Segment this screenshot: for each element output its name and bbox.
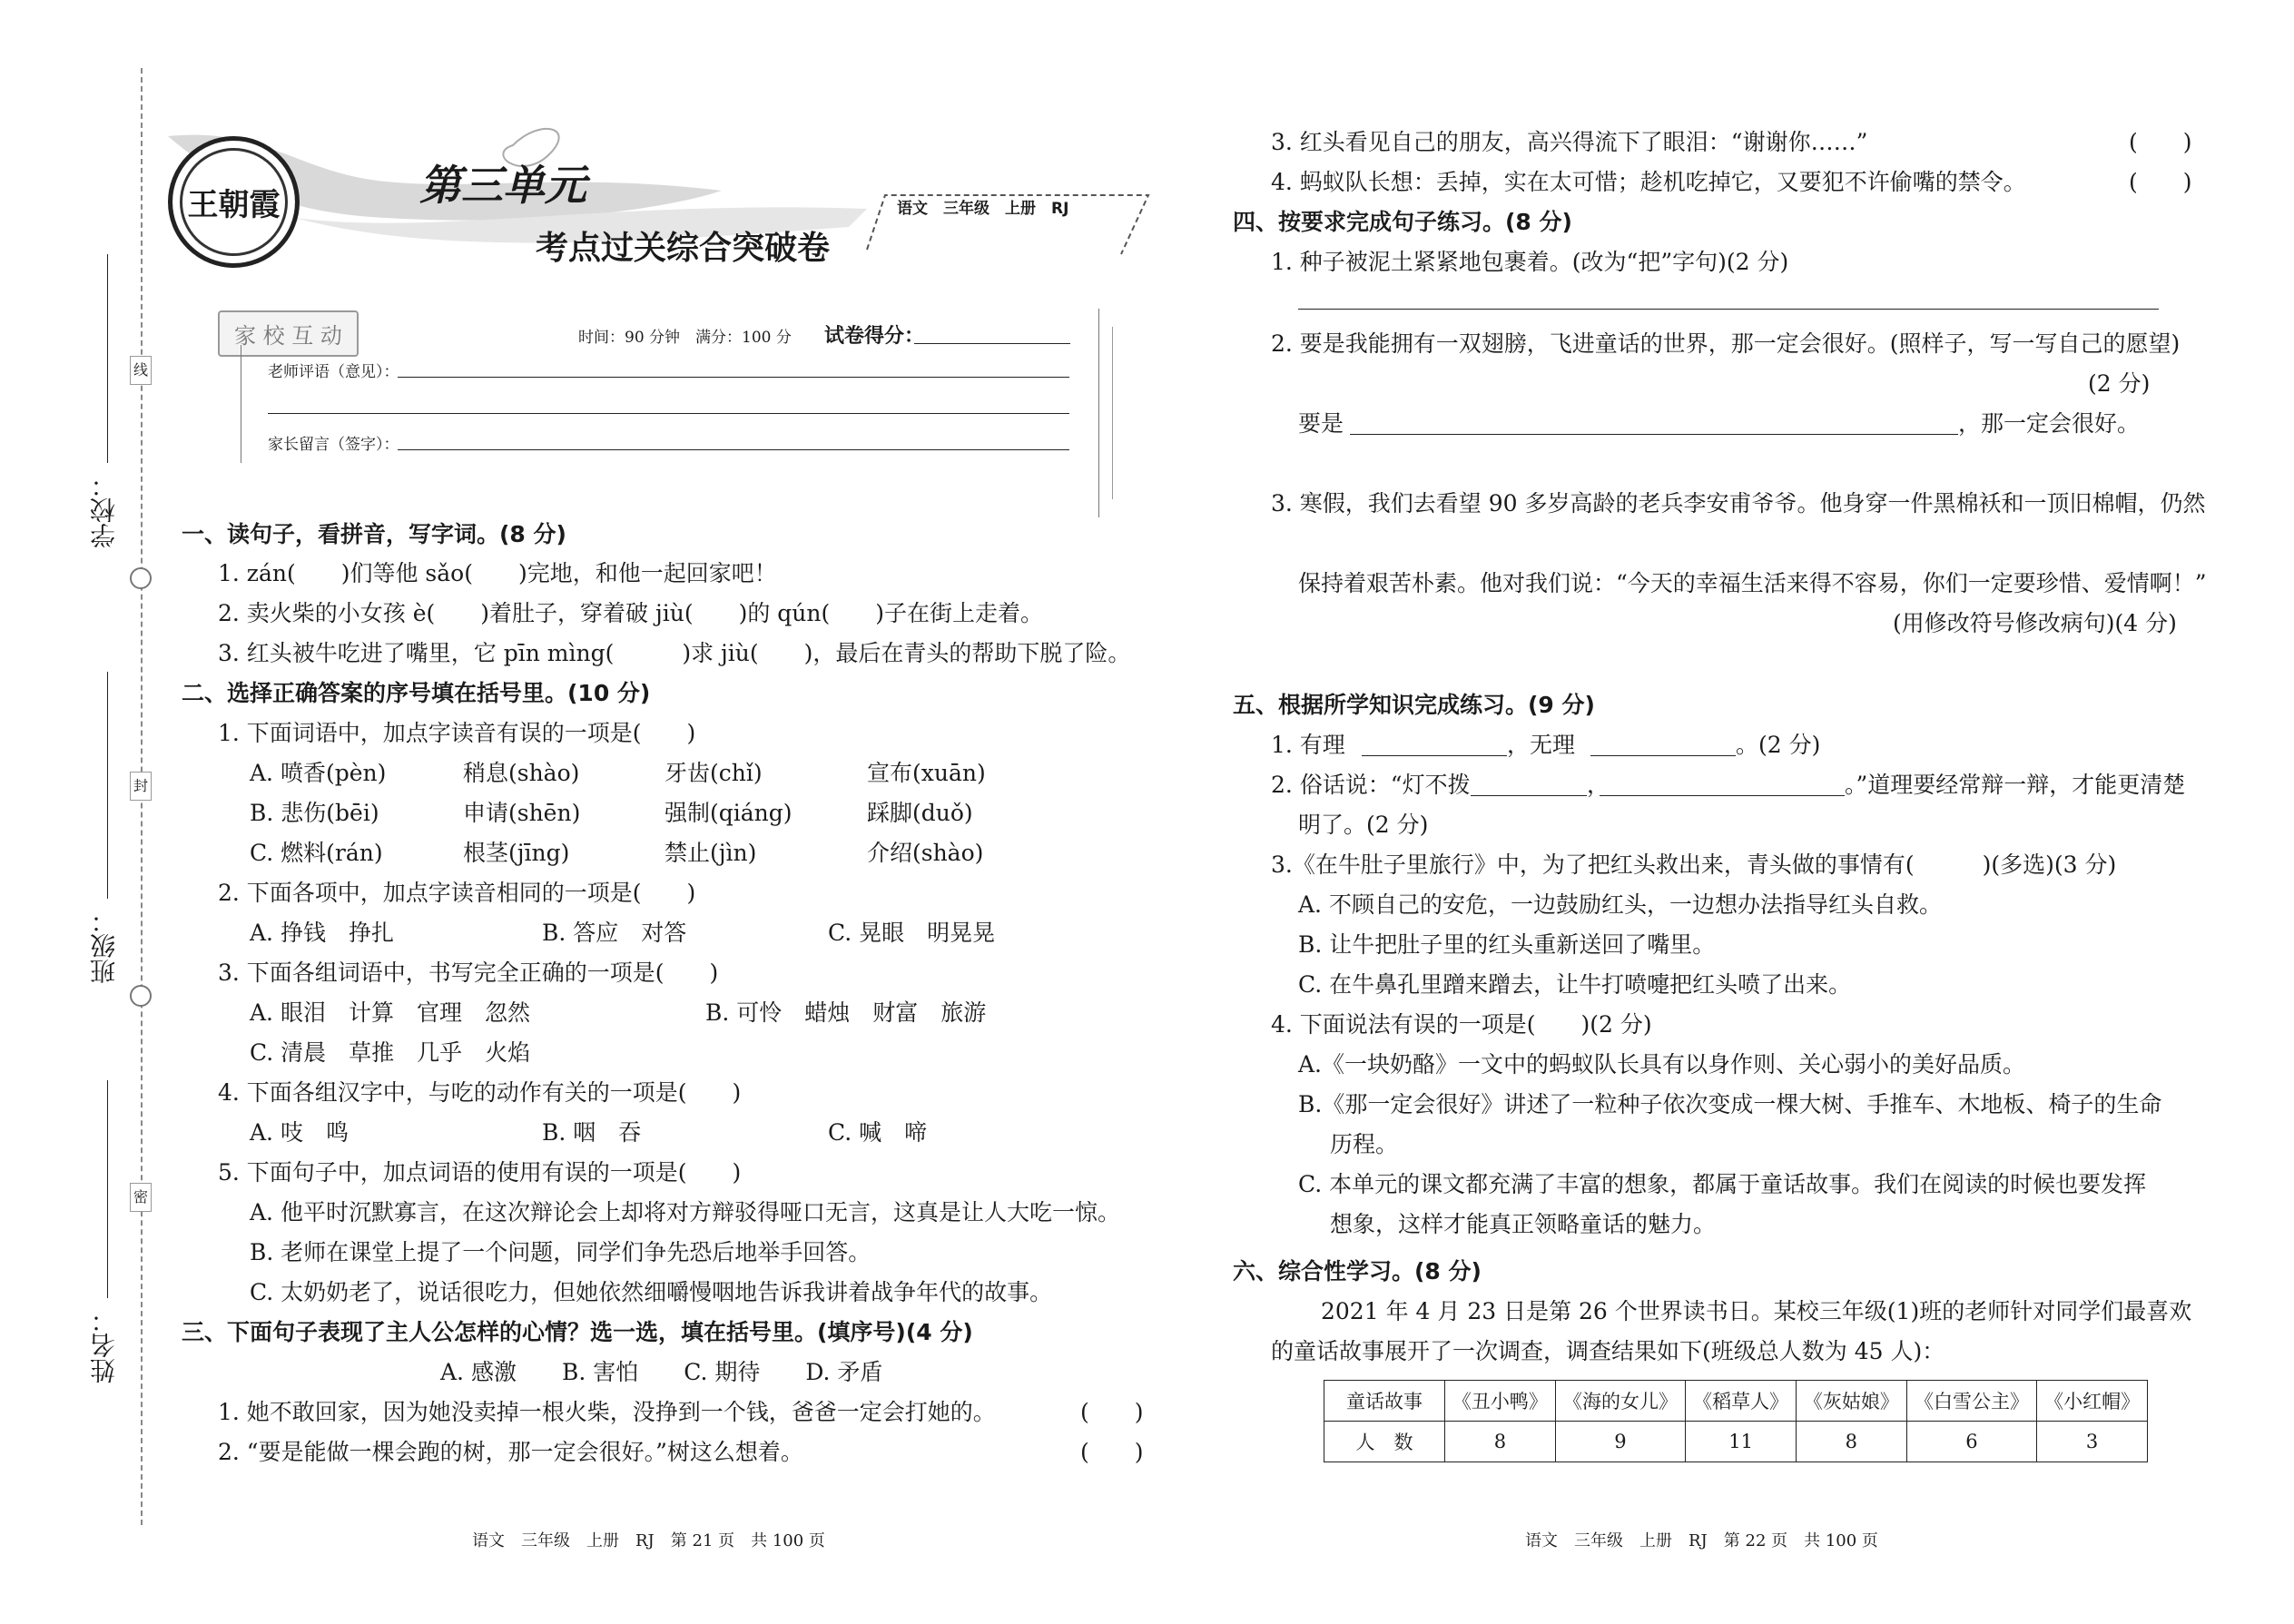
table-cell: 8 [1445, 1422, 1556, 1462]
hs-frame-right [1098, 309, 1099, 517]
table-header-cell: 《海的女儿》 [1555, 1381, 1685, 1422]
s1-item-2: 2. 卖火柴的小女孩 è( )着肚子，穿着破 jiù( )的 qún( )子在街上走着。 [218, 600, 1044, 626]
s5-q4-b: B.《那一定会很好》讲述了一粒种子依次变成一棵大树、手推车、木地板、椅子的生命 [1298, 1091, 2162, 1117]
s2-q2-a: A. 挣钱 挣扎 [250, 920, 394, 946]
class-label: 班级： [89, 908, 119, 984]
section-1-title: 一、读句子，看拼音，写字词。(8 分) [182, 521, 566, 547]
s2-q1-a2: 稍息(shào) [463, 760, 580, 786]
table-header-cell: 《白雪公主》 [1906, 1381, 2036, 1422]
name-label: 姓名： [89, 1307, 119, 1383]
table-cell: 8 [1796, 1422, 1906, 1462]
s4-q1: 1. 种子被泥土紧紧地包裹着。(改为“把”字句)(2 分) [1271, 249, 1789, 275]
s5-q3: 3.《在牛肚子里旅行》中，为了把红头救出来，青头做的事情有( )(多选)(3 分) [1271, 851, 2117, 878]
s5-q2-b: ， [1587, 772, 1610, 798]
table-header-cell: 《小红帽》 [2037, 1381, 2148, 1422]
s2-q5-c: C. 太奶奶老了，说话很吃力，但她依然细嚼慢咽地告诉我讲着战争年代的故事。 [250, 1279, 1053, 1305]
s5-q3-a: A. 不顾自己的安危，一边鼓励红头，一边想办法指导红头自救。 [1298, 891, 1942, 918]
s4-q2-prefix: 要是 [1298, 410, 1344, 437]
table-header-cell: 童话故事 [1324, 1381, 1445, 1422]
s5-q1-field-2[interactable] [1590, 755, 1736, 756]
s2-q1-c4: 介绍(shào) [867, 840, 984, 866]
s3-item-3-answer[interactable]: ( ) [2129, 129, 2192, 155]
s2-q1-b4: 踩脚(duǒ) [867, 800, 973, 826]
name-field[interactable] [107, 1080, 108, 1298]
s5-q2-c: 。”道理要经常辩一辩，才能更清楚 [1845, 772, 2186, 798]
s2-q1-b3: 强制(qiáng) [665, 800, 793, 826]
table-cell: 人 数 [1324, 1422, 1445, 1462]
s2-q1-b2: 申请(shēn) [463, 800, 581, 826]
seal-label-3: 密 [130, 1183, 152, 1212]
time-info: 时间：90 分钟 满分：100 分 [578, 329, 792, 347]
home-school-label: 家 校 互 动 [218, 310, 359, 357]
s5-q4-c: C. 本单元的课文都充满了丰富的想象，都属于童话故事。我们在阅读的时候也要发挥 [1298, 1171, 2147, 1197]
table-header-cell: 《稻草人》 [1686, 1381, 1797, 1422]
s5-q1-a: 1. 有理 [1271, 732, 1345, 758]
s3-options: A. 感激 B. 害怕 C. 期待 D. 矛盾 [440, 1359, 883, 1385]
s5-q4-b2: 历程。 [1330, 1131, 1399, 1157]
s5-q1-c: 。(2 分) [1736, 732, 1821, 758]
s5-q2-field-1[interactable] [1471, 795, 1587, 796]
table-row [1324, 1422, 2148, 1462]
teacher-comment-field[interactable] [398, 377, 1069, 378]
s2-q5: 5. 下面句子中，加点词语的使用有误的一项是( ) [218, 1159, 742, 1186]
s2-q4-a: A. 吱 鸣 [250, 1119, 349, 1146]
s4-q2-score: (2 分) [2088, 370, 2151, 397]
s2-q3-a: A. 眼泪 计算 官理 忽然 [250, 999, 530, 1026]
s5-q1-field-1[interactable] [1362, 755, 1507, 756]
section-3-title: 三、下面句子表现了主人公怎样的心情？选一选，填在括号里。(填序号)(4 分) [182, 1319, 973, 1345]
s4-q2-answer[interactable] [1350, 434, 1958, 435]
s3-item-2-answer[interactable]: ( ) [1080, 1439, 1144, 1465]
s5-q2-d: 明了。(2 分) [1298, 812, 1429, 838]
s2-q4: 4. 下面各组汉字中，与吃的动作有关的一项是( ) [218, 1079, 742, 1106]
binding-dot-2 [130, 985, 152, 1007]
left-page-footer: 语文 三年级 上册 RJ 第 21 页 共 100 页 [472, 1531, 825, 1550]
table-header-cell: 《灰姑娘》 [1796, 1381, 1906, 1422]
s2-q5-a: A. 他平时沉默寡言，在这次辩论会上却将对方辩驳得哑口无言，这真是让人大吃一惊。 [250, 1199, 1120, 1225]
s5-q4-a: A.《一块奶酪》一文中的蚂蚁队长具有以身作则、关心弱小的美好品质。 [1298, 1051, 2026, 1078]
s4-q1-answer[interactable] [1298, 309, 2159, 310]
s2-q3-c: C. 清晨 草推 几乎 火焰 [250, 1039, 531, 1066]
seal-label-2: 封 [130, 772, 152, 801]
sub-title: 考点过关综合突破卷 [536, 229, 831, 267]
school-field[interactable] [107, 254, 108, 463]
s3-item-1: 1. 她不敢回家，因为她没卖掉一根火柴，没挣到一个钱，爸爸一定会打她的。 [218, 1399, 996, 1425]
score-field[interactable] [914, 343, 1070, 344]
seal-label-1: 线 [130, 356, 152, 385]
s2-q2-b: B. 答应 对答 [542, 920, 687, 946]
unit-title: 第三单元 [419, 161, 586, 210]
binding-dot-1 [130, 567, 152, 589]
s2-q2-c: C. 晃眼 明晃晃 [828, 920, 996, 946]
s3-item-3: 3. 红头看见自己的朋友，高兴得流下了眼泪：“谢谢你……” [1271, 129, 1868, 155]
s5-q4: 4. 下面说法有误的一项是( )(2 分) [1271, 1011, 1652, 1038]
survey-table [1324, 1380, 2148, 1462]
s2-q4-c: C. 喊 啼 [828, 1119, 928, 1146]
parent-note-field[interactable] [398, 449, 1069, 450]
school-label: 学校： [89, 472, 119, 548]
s5-q4-c2: 想象，这样才能真正领略童话的魅力。 [1330, 1211, 1717, 1237]
s2-q2: 2. 下面各项中，加点字读音相同的一项是( ) [218, 880, 696, 906]
s6-para-1: 2021 年 4 月 23 日是第 26 个世界读书日。某校三年级(1)班的老师针对同学们最喜欢 [1321, 1298, 2192, 1324]
s5-q2-field-2[interactable] [1600, 795, 1845, 796]
table-cell: 3 [2037, 1422, 2148, 1462]
logo [168, 136, 300, 268]
s2-q1-c3: 禁止(jìn) [665, 840, 757, 866]
s2-q4-b: B. 咽 吞 [542, 1119, 642, 1146]
table-cell: 9 [1555, 1422, 1685, 1462]
s2-q3-b: B. 可怜 蜡烛 财富 旅游 [705, 999, 987, 1026]
s5-q3-c: C. 在牛鼻孔里蹭来蹭去，让牛打喷嚏把红头喷了出来。 [1298, 971, 1852, 998]
s4-q3-note: (用修改符号修改病句)(4 分) [1893, 610, 2177, 636]
s1-item-3: 3. 红头被牛吃进了嘴里，它 pīn mìng( )求 jiù( )，最后在青头的帮助下脱了险。 [218, 640, 1131, 666]
table-cell: 11 [1686, 1422, 1797, 1462]
s5-q3-b: B. 让牛把肚子里的红头重新送回了嘴里。 [1298, 931, 1716, 958]
table-header-cell: 《丑小鸭》 [1445, 1381, 1556, 1422]
s3-item-4: 4. 蚂蚁队长想：丢掉，实在太可惜；趁机吃掉它，又要犯不许偷嘴的禁令。 [1271, 169, 2026, 195]
hs-frame-right2 [1112, 327, 1113, 499]
s2-q1-a4: 宣布(xuān) [867, 760, 986, 786]
teacher-comment-label: 老师评语（意见）： [268, 363, 399, 381]
s2-q1-c1: C. 燃料(rán) [250, 840, 383, 866]
class-field[interactable] [107, 672, 108, 899]
s5-q2-a: 2. 俗话说：“灯不拨 [1271, 772, 1471, 798]
section-4-title: 四、按要求完成句子练习。(8 分) [1233, 209, 1572, 235]
parent-note-label: 家长留言（签字）： [268, 436, 399, 454]
s3-item-4-answer[interactable]: ( ) [2129, 169, 2192, 195]
s1-item-1: 1. zán( )们等他 sǎo( )完地，和他一起回家吧！ [218, 560, 777, 586]
s3-item-1-answer[interactable]: ( ) [1080, 1399, 1144, 1425]
section-6-title: 六、综合性学习。(8 分) [1233, 1258, 1482, 1284]
s2-q1-a3: 牙齿(chǐ) [665, 760, 763, 786]
teacher-comment-field-2[interactable] [268, 413, 1069, 414]
s2-q1-a1: A. 喷香(pèn) [250, 760, 387, 786]
section-2-title: 二、选择正确答案的序号填在括号里。(10 分) [182, 680, 651, 706]
s4-q3-line1: 3. 寒假，我们去看望 90 多岁高龄的老兵李安甫爷爷。他身穿一件黑棉袄和一顶旧棉帽，仍然 [1271, 490, 2206, 517]
s6-para-2: 的童话故事展开了一次调查，调查结果如下(班级总人数为 45 人)： [1271, 1338, 1945, 1364]
s4-q2: 2. 要是我能拥有一双翅膀，飞进童话的世界，那一定会很好。(照样子，写一写自己的愿望) [1271, 330, 2181, 357]
s2-q1-c2: 根茎(jīng) [463, 840, 570, 866]
s4-q3-line2: 保持着艰苦朴素。他对我们说：“今天的幸福生活来得不容易，你们一定要珍惜、爱情啊！” [1298, 570, 2207, 596]
s4-q2-suffix: ，那一定会很好。 [1958, 410, 2141, 437]
s2-q1-b1: B. 悲伤(bēi) [250, 800, 379, 826]
s5-q1-b: ，无理 [1507, 732, 1576, 758]
s2-q5-b: B. 老师在课堂上提了一个问题，同学们争先恐后地举手回答。 [250, 1239, 871, 1265]
score-label: 试卷得分： [824, 324, 925, 348]
s3-item-2: 2. “要是能做一棵会跑的树，那一定会很好。”树这么想着。 [218, 1439, 803, 1465]
section-5-title: 五、根据所学知识完成练习。(9 分) [1233, 692, 1595, 718]
right-page-footer: 语文 三年级 上册 RJ 第 22 页 共 100 页 [1525, 1531, 1878, 1550]
table-cell: 6 [1906, 1422, 2036, 1462]
logo-text: 王朝霞 [187, 187, 281, 223]
s2-q3: 3. 下面各组词语中，书写完全正确的一项是( ) [218, 960, 719, 986]
table-row [1324, 1381, 2148, 1422]
edition-tag: 语文 三年级 上册 RJ [897, 200, 1069, 218]
s2-q1: 1. 下面词语中，加点字读音有误的一项是( ) [218, 720, 696, 746]
